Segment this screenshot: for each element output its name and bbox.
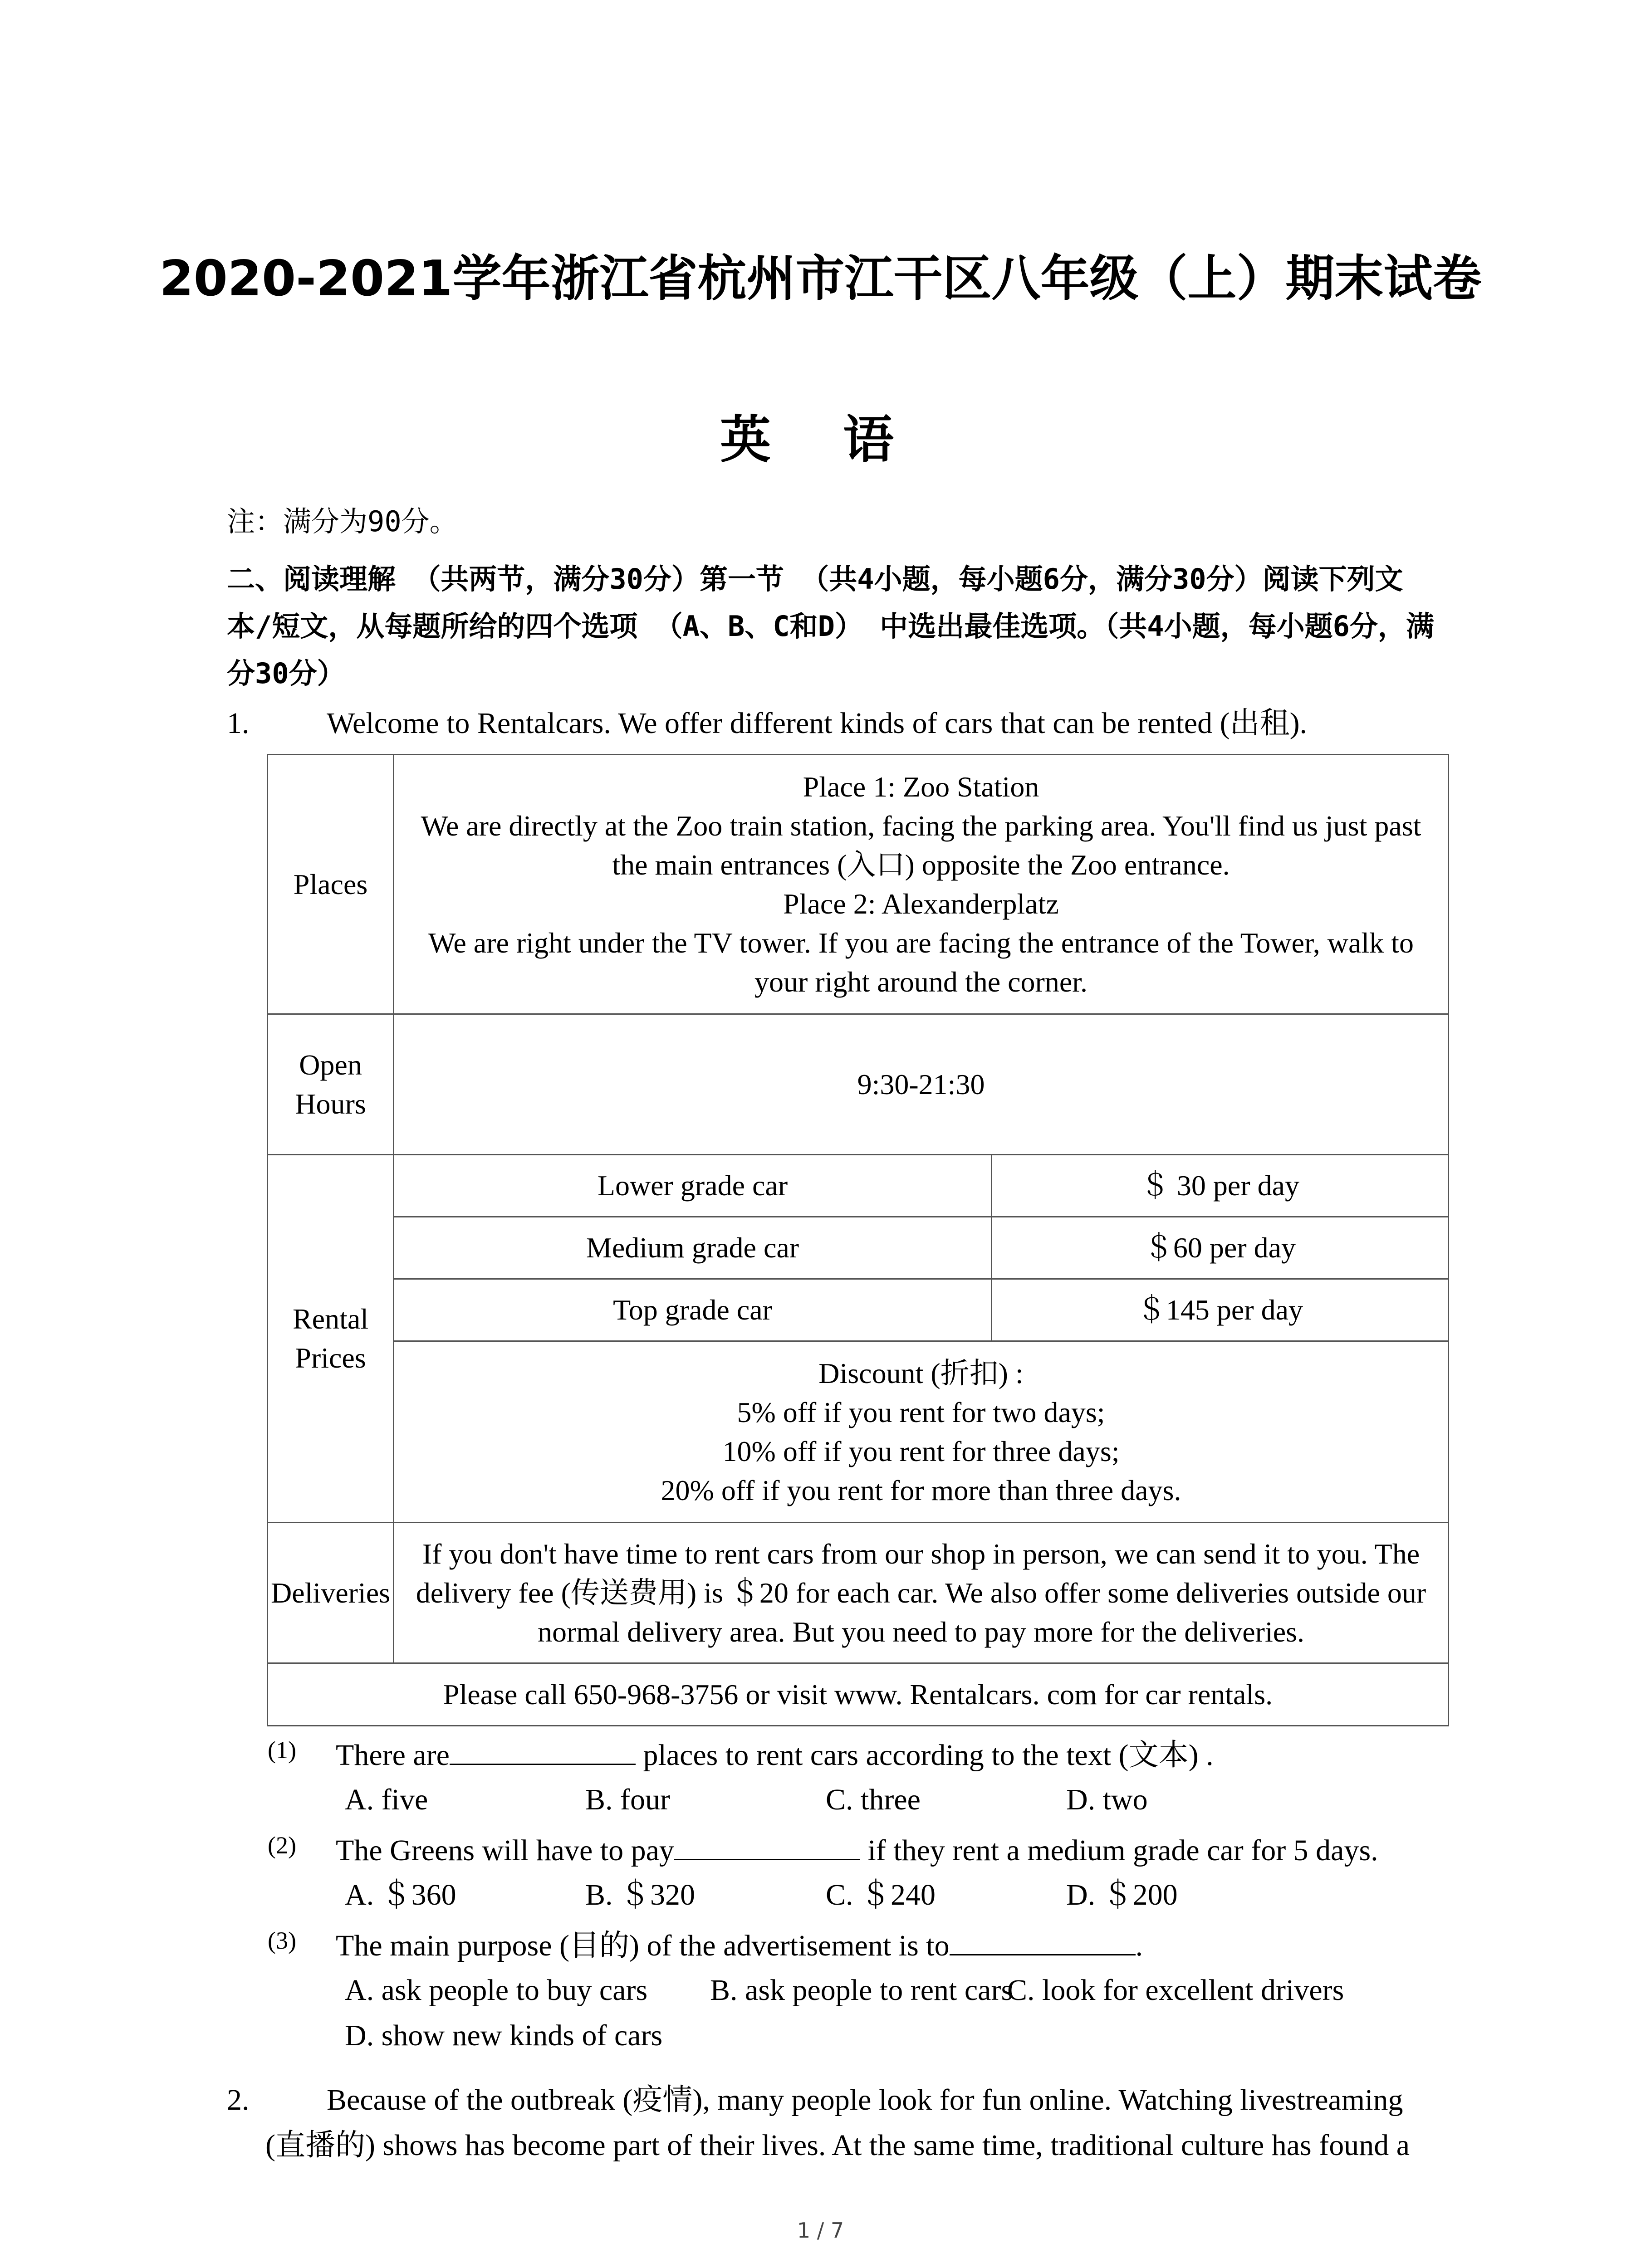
places-label: Places: [268, 755, 394, 1014]
subquestion-1: [336, 1736, 1214, 1774]
subquestion-number: (3): [268, 1927, 296, 1954]
deliveries-label: Deliveries: [268, 1523, 394, 1663]
hours-label: Open Hours: [268, 1014, 394, 1155]
subquestion-text: There are: [336, 1739, 450, 1772]
section-heading: 二、阅读理解 （共两节，满分30分）第一节 （共4小题，每小题6分，满分30分）阅读下列文本/短文，从每题所给的四个选项 （A、B、C和D） 中选出最佳选项。（共4小题，每小题6分，满分30分）: [227, 562, 1434, 690]
deliveries-text: If you don't have time to rent cars from our shop in person, we can send it to you. The delivery fee (传送费用) is ＄20 for each car. We also offer some deliveries outside our normal delivery area. But you need to pay more for the deliveries.: [394, 1523, 1449, 1663]
rental-info-table: [267, 754, 1449, 1726]
option: A. ask people to buy cars: [345, 1974, 648, 2007]
subquestion-number: (2): [268, 1832, 296, 1859]
prices-label: Rental Prices: [268, 1155, 394, 1523]
question-2-line2: (直播的) shows has become part of their lives. At the same time, traditional culture has found a: [265, 2129, 1410, 2162]
option: D. ＄200: [1066, 1878, 1178, 1911]
question-text: Welcome to Rentalcars. We offer different kinds of cars that can be rented (出租).: [327, 707, 1308, 740]
price-value: ＄60 per day: [992, 1217, 1449, 1279]
hours-value: 9:30-21:30: [394, 1014, 1449, 1155]
discount-cell: [394, 1341, 1449, 1523]
place1-desc: We are directly at the Zoo train station, facing the parking area. You'll find us just past the main entrances (入口) opposite the Zoo entrance.: [421, 809, 1421, 881]
subquestion-text: if they rent a medium grade car for 5 days.: [860, 1834, 1378, 1867]
places-cell: [394, 755, 1449, 1014]
price-value: ＄ 30 per day: [992, 1155, 1449, 1217]
subquestion-text: places to rent cars according to the text (文本) .: [635, 1739, 1214, 1772]
page-number: 1 / 7: [797, 2218, 844, 2243]
place1-title: Place 1: Zoo Station: [803, 770, 1039, 803]
option: A. five: [345, 1783, 428, 1816]
option: C. look for excellent drivers: [1007, 1974, 1344, 2007]
place2-desc: We are right under the TV tower. If you are facing the entrance of the Tower, walk to your right around the corner.: [428, 926, 1414, 998]
option: D. show new kinds of cars: [345, 2019, 663, 2052]
subquestion-2: [336, 1832, 1378, 1869]
option: B. ask people to rent cars: [710, 1974, 1013, 2007]
subquestion-text: The Greens will have to pay: [336, 1834, 674, 1867]
score-note: 注：满分为90分。: [227, 505, 458, 538]
option: C. three: [826, 1783, 921, 1816]
option: B. ＄320: [585, 1878, 696, 1911]
price-grade: Medium grade car: [394, 1217, 992, 1279]
discount-item: 10% off if you rent for three days;: [722, 1435, 1120, 1467]
contact-info: Please call 650-968-3756 or visit www. Rentalcars. com for car rentals.: [268, 1663, 1449, 1726]
option: A. ＄360: [345, 1878, 456, 1911]
price-grade: Top grade car: [394, 1279, 992, 1341]
subquestion-number: (1): [268, 1736, 296, 1764]
place2-title: Place 2: Alexanderplatz: [783, 887, 1059, 920]
subquestion-3: [336, 1927, 1143, 1964]
document-title: 2020-2021学年浙江省杭州市江干区八年级（上）期末试卷: [159, 250, 1482, 307]
answer-blank: [950, 1927, 1136, 1955]
discount-title: Discount (折扣) :: [818, 1357, 1024, 1389]
question-number: 1.: [227, 707, 250, 740]
option: B. four: [585, 1783, 670, 1816]
answer-blank: [674, 1832, 860, 1860]
subquestion-text: The main purpose (目的) of the advertisement is to: [336, 1929, 950, 1962]
answer-blank: [450, 1736, 636, 1765]
question-text: Because of the outbreak (疫情), many people look for fun online. Watching livestreaming: [327, 2083, 1403, 2116]
price-value: ＄145 per day: [992, 1279, 1449, 1341]
subject-heading: 英 语: [720, 411, 921, 469]
price-grade: Lower grade car: [394, 1155, 992, 1217]
option: D. two: [1066, 1783, 1148, 1816]
discount-item: 5% off if you rent for two days;: [737, 1396, 1105, 1428]
subquestion-text: .: [1135, 1929, 1143, 1962]
question-number: 2.: [227, 2083, 250, 2116]
discount-item: 20% off if you rent for more than three days.: [661, 1474, 1181, 1506]
option: C. ＄240: [826, 1878, 936, 1911]
